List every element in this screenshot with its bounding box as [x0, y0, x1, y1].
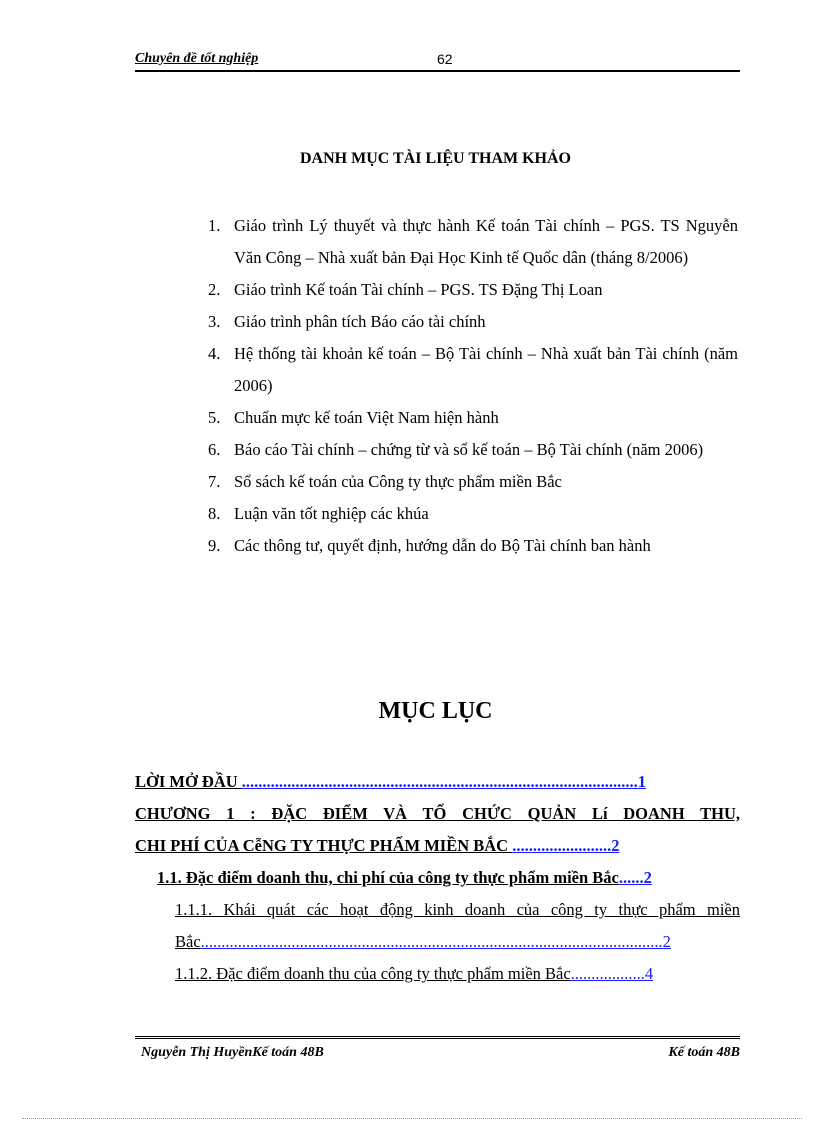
reference-item: 5. Chuẩn mực kế toán Việt Nam hiện hành: [208, 408, 499, 427]
reference-item: 9. Các thông tư, quyết định, hướng dẫn do Bộ Tài chính ban hành: [208, 536, 651, 555]
reference-item: 6. Báo cáo Tài chính – chứng từ và sổ kế toán – Bộ Tài chính (năm 2006): [208, 440, 704, 459]
toc-entry-chapter-1[interactable]: CHƯƠNG 1 : ĐẶC ĐIỂM VÀ TỔ CHỨC QUẢN Lí DOANH THU,: [135, 804, 740, 823]
toc-entry-1-1-1-cont[interactable]: Bắc................................................................................................................2: [175, 932, 671, 951]
footer-department: Kế toán 48B: [668, 1045, 740, 1060]
toc-entry-1-1-1[interactable]: 1.1.1. Khái quát các hoạt động kinh doanh của công ty thực phẩm miền: [175, 900, 740, 919]
toc-entry-1-1[interactable]: 1.1. Đặc điểm doanh thu, chi phí của công ty thực phẩm miền Bắc......2: [157, 868, 652, 887]
reference-item: 8. Luận văn tốt nghiệp các khúa: [208, 504, 429, 523]
references-list: [208, 210, 738, 562]
reference-item: 2. Giáo trình Kế toán Tài chính – PGS. TS Đặng Thị Loan: [208, 280, 603, 299]
header-page-number: 62: [437, 51, 453, 67]
reference-item: 4. Hệ thống tài khoản kế toán – Bộ Tài chính – Nhà xuất bản Tài chính (năm 2006): [208, 344, 738, 395]
reference-item: 1. Giáo trình Lý thuyết và thực hành Kế toán Tài chính – PGS. TS Nguyễn Văn Công – Nhà xuất bản Đại Học Kinh tế Quốc dân (tháng 8/2006): [208, 216, 738, 267]
page-footer: [135, 1036, 740, 1067]
header-title: Chuyên đề tốt nghiệp: [135, 51, 259, 66]
toc-title: MỤC LỤC: [378, 698, 493, 724]
toc-entry-1-1-2[interactable]: 1.1.2. Đặc điểm doanh thu của công ty thực phẩm miền Bắc..................4: [175, 964, 654, 983]
page-header: [135, 50, 740, 72]
reference-item: 7. Sổ sách kế toán của Công ty thực phẩm miền Bắc: [208, 472, 562, 491]
toc-entry-chapter-1-cont[interactable]: CHI PHÍ CỦA CễNG TY THỰC PHẨM MIỀN BẮC ........................2: [135, 836, 620, 855]
page-bottom-edge: [22, 1118, 802, 1119]
table-of-contents: [135, 766, 740, 990]
footer-author: Nguyễn Thị HuyềnKế toán 48B: [141, 1045, 324, 1060]
references-title: DANH MỤC TÀI LIỆU THAM KHẢO: [300, 150, 571, 167]
reference-item: 3. Giáo trình phân tích Báo cáo tài chính: [208, 312, 486, 331]
toc-entry-intro[interactable]: LỜI MỞ ĐẦU ................................................................................................1: [135, 772, 647, 791]
